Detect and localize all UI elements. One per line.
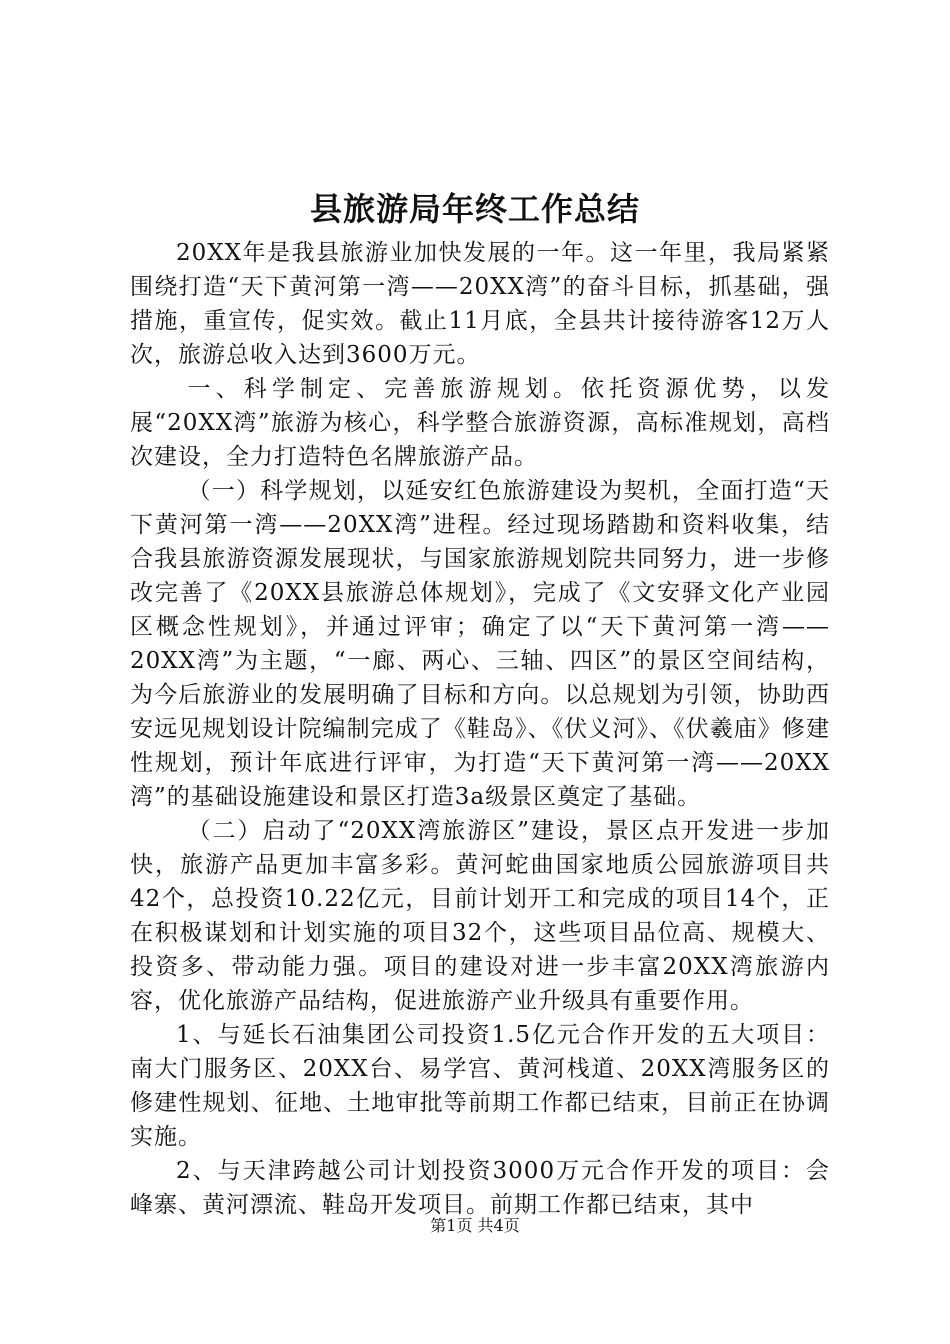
- paragraph-subsection-2: （二）启动了“20XX湾旅游区”建设，景区点开发进一步加快，旅游产品更加丰富多彩。黄河蛇曲国家地质公园旅游项目共42个，总投资10.22亿元，目前计划开工和完成的项目14个，正在积极谋划和计划实施的项目32个，这些项目品位高、规模大、投资多、带动能力强。项目的建设对进一步丰富20XX湾旅游内容，优化旅游产品结构，促进旅游产业升级具有重要作用。: [130, 818, 830, 1014]
- document-body: [130, 236, 830, 1222]
- paragraph-section-1: 一、科学制定、完善旅游规划。依托资源优势，以发展“20XX湾”旅游为核心，科学整合旅游资源，高标准规划，高档次建设，全力打造特色名牌旅游产品。: [130, 376, 830, 470]
- paragraph-subsection-1: （一）科学规划，以延安红色旅游建设为契机，全面打造“天下黄河第一湾——20XX湾”进程。经过现场踏勘和资料收集，结合我县旅游资源发展现状，与国家旅游规划院共同努力，进一步修改完善了《20XX县旅游总体规划》，完成了《文安驿文化产业园区概念性规划》，并通过评审；确定了以“天下黄河第一湾——20XX湾”为主题，“一廊、两心、三轴、四区”的景区空间结构，为今后旅游业的发展明确了目标和方向。以总规划为引领，协助西安远见规划设计院编制完成了《鞋岛》、《伏义河》、《伏羲庙》修建性规划，预计年底进行评审，为打造“天下黄河第一湾——20XX湾”的基础设施建设和景区打造3a级景区奠定了基础。: [130, 478, 830, 810]
- paragraph-item-1: 1、与延长石油集团公司投资1.5亿元合作开发的五大项目：南大门服务区、20XX台、易学宫、黄河栈道、20XX湾服务区的修建性规划、征地、土地审批等前期工作都已结束，目前正在协调实施。: [130, 1022, 830, 1150]
- page-footer: 第1页 共4页: [430, 1216, 520, 1235]
- paragraph-item-2: 2、与天津跨越公司计划投资3000万元合作开发的项目：会峰寨、黄河漂流、鞋岛开发项目。前期工作都已结束，其中: [130, 1158, 830, 1218]
- paragraph-intro: 20XX年是我县旅游业加快发展的一年。这一年里，我局紧紧围绕打造“天下黄河第一湾——20XX湾”的奋斗目标，抓基础，强措施，重宣传，促实效。截止11月底，全县共计接待游客12万人次，旅游总收入达到3600万元。: [130, 240, 830, 368]
- document-title: 县旅游局年终工作总结: [309, 190, 640, 228]
